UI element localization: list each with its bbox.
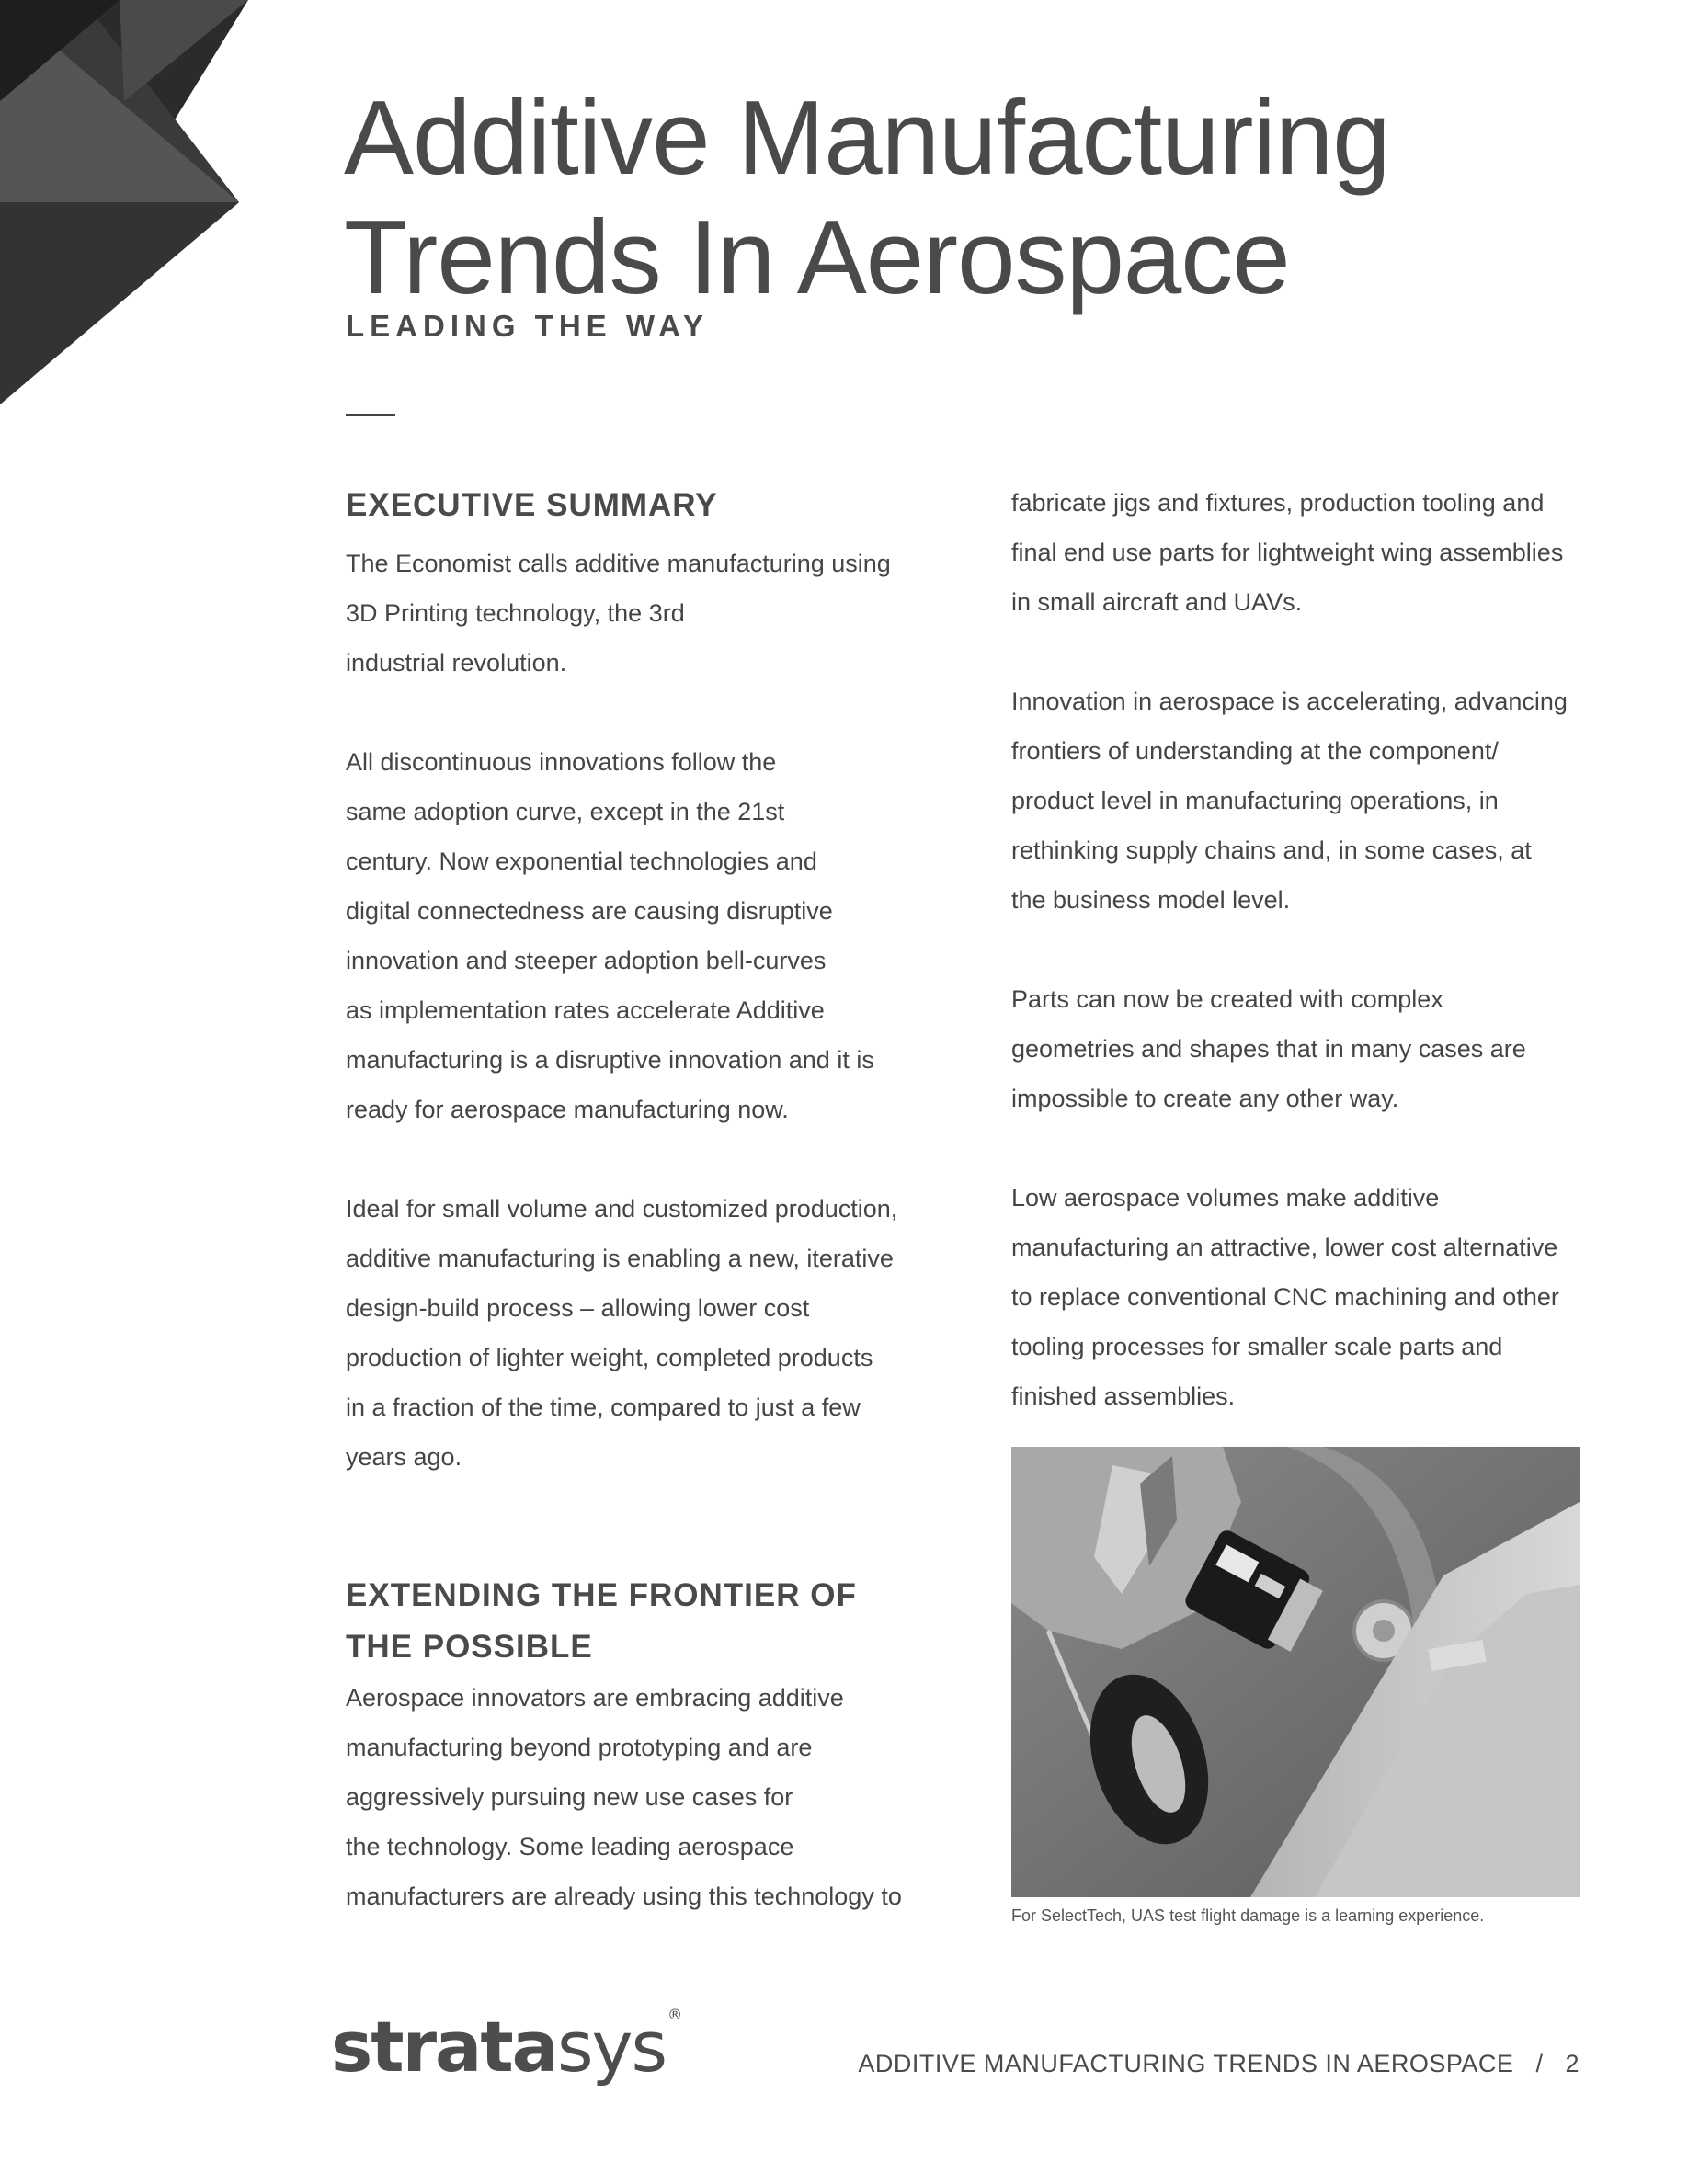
text-line: the business model level. (1011, 886, 1291, 914)
text-line: years ago. (346, 1443, 462, 1471)
text-line: Ideal for small volume and customized production, (346, 1195, 898, 1223)
section-heading-executive-summary: EXECUTIVE SUMMARY (346, 487, 718, 523)
paragraph-5 (1011, 478, 1600, 627)
footer-separator: / (1535, 2050, 1544, 2077)
text-line: Parts can now be created with complex (1011, 985, 1443, 1013)
text-line: aggressively pursuing new use cases for (346, 1783, 793, 1811)
text-line: manufacturing an attractive, lower cost alternative (1011, 1234, 1558, 1261)
text-line: finished assemblies. (1011, 1382, 1236, 1410)
text-line: geometries and shapes that in many cases are (1011, 1035, 1526, 1063)
photo-caption: For SelectTech, UAS test flight damage is a learning experience. (1011, 1906, 1485, 1925)
text-line: the technology. Some leading aerospace (346, 1833, 794, 1860)
text-line: tooling processes for smaller scale parts and (1011, 1333, 1503, 1360)
paragraph-4 (346, 1673, 934, 1921)
title-line-2: Trends In Aerospace (344, 199, 1290, 316)
text-line: Innovation in aerospace is accelerating, advancing (1011, 688, 1568, 715)
text-line: century. Now exponential technologies and (346, 847, 817, 875)
text-line: manufacturing beyond prototyping and are (346, 1734, 813, 1761)
text-line: to replace conventional CNC machining and other (1011, 1283, 1559, 1311)
text-line: same adoption curve, except in the 21st (346, 798, 785, 825)
corner-triangle-graphic (0, 0, 248, 404)
text-line: Aerospace innovators are embracing additive (346, 1684, 844, 1712)
text-line: additive manufacturing is enabling a new, iterative (346, 1245, 894, 1272)
text-line: ready for aerospace manufacturing now. (346, 1096, 789, 1123)
text-line: innovation and steeper adoption bell-curves (346, 947, 827, 974)
text-line: digital connectedness are causing disruptive (346, 897, 833, 925)
text-line: as implementation rates accelerate Additive (346, 996, 825, 1024)
text-line: industrial revolution. (346, 649, 567, 677)
text-line: Low aerospace volumes make additive (1011, 1184, 1440, 1211)
heading-line: THE POSSIBLE (346, 1629, 593, 1665)
paragraph-3 (346, 1184, 934, 1482)
paragraph-1 (346, 539, 934, 688)
text-line: manufacturers are already using this technology to (346, 1883, 902, 1910)
paragraph-6 (1011, 677, 1600, 925)
right-column (1011, 480, 1600, 1421)
text-line: product level in manufacturing operations, in (1011, 787, 1499, 814)
heading-line: EXTENDING THE FRONTIER OF (346, 1577, 857, 1613)
paragraph-2 (346, 737, 934, 1134)
page-title (344, 79, 1390, 318)
running-title: ADDITIVE MANUFACTURING TRENDS IN AEROSPACE (858, 2050, 1514, 2077)
page-number: 2 (1565, 2050, 1580, 2077)
paragraph-8 (1011, 1173, 1600, 1421)
text-line: All discontinuous innovations follow the (346, 748, 777, 776)
text-line: The Economist calls additive manufacturing using (346, 550, 891, 577)
text-line: impossible to create any other way. (1011, 1085, 1399, 1112)
subtitle: LEADING THE WAY (346, 309, 709, 343)
text-line: final end use parts for lightweight wing assemblies (1011, 539, 1564, 566)
text-line: manufacturing is a disruptive innovation and it is (346, 1046, 874, 1074)
title-line-1: Additive Manufacturing (344, 80, 1390, 197)
page-footer (858, 2050, 1580, 2078)
text-line: frontiers of understanding at the component/ (1011, 737, 1499, 765)
text-line: 3D Printing technology, the 3rd (346, 599, 685, 627)
text-line: production of lighter weight, completed products (346, 1344, 873, 1371)
aircraft-damage-photo (1011, 1447, 1580, 1897)
left-column (346, 480, 934, 1921)
section-heading-extending-frontier (346, 1570, 934, 1673)
text-line: in small aircraft and UAVs. (1011, 588, 1303, 616)
text-line: rethinking supply chains and, in some cases, at (1011, 836, 1532, 864)
text-line: in a fraction of the time, compared to just a few (346, 1393, 861, 1421)
text-line: design-build process – allowing lower cost (346, 1294, 810, 1322)
paragraph-7 (1011, 974, 1600, 1123)
text-line: fabricate jigs and fixtures, production tooling and (1011, 489, 1545, 517)
divider-dash (346, 414, 395, 416)
stratasys-logo: stratasys ® (331, 2006, 681, 2087)
